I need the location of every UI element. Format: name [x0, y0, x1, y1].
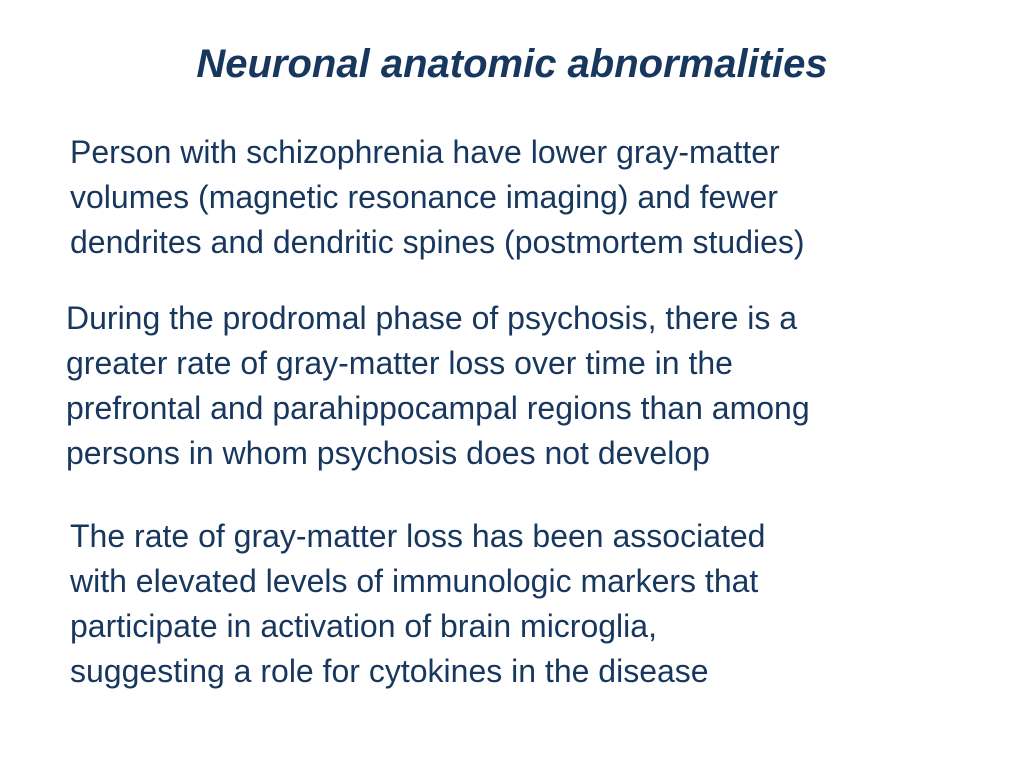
paragraph-immunologic-markers: [70, 514, 765, 694]
paragraph-line: The rate of gray-matter loss has been associated: [70, 518, 766, 554]
paragraph-line: During the prodromal phase of psychosis, there is a: [66, 300, 798, 336]
paragraph-line: dendrites and dendritic spines (postmortem studies): [70, 224, 805, 260]
paragraph-line: suggesting a role for cytokines in the disease: [70, 653, 709, 689]
paragraph-line: Person with schizophrenia have lower gray-matter: [70, 134, 780, 170]
paragraph-line: greater rate of gray-matter loss over time in the: [66, 345, 733, 381]
paragraph-line: prefrontal and parahippocampal regions than among: [66, 390, 810, 426]
paragraph-line: volumes (magnetic resonance imaging) and fewer: [70, 179, 778, 215]
paragraph-prodromal-phase: [66, 296, 810, 476]
paragraph-line: with elevated levels of immunologic markers that: [70, 563, 759, 599]
slide-title: Neuronal anatomic abnormalities: [196, 42, 828, 86]
paragraph-gray-matter-volumes: [70, 130, 805, 265]
paragraph-line: participate in activation of brain microglia,: [70, 608, 657, 644]
paragraph-line: persons in whom psychosis does not develop: [66, 435, 710, 471]
